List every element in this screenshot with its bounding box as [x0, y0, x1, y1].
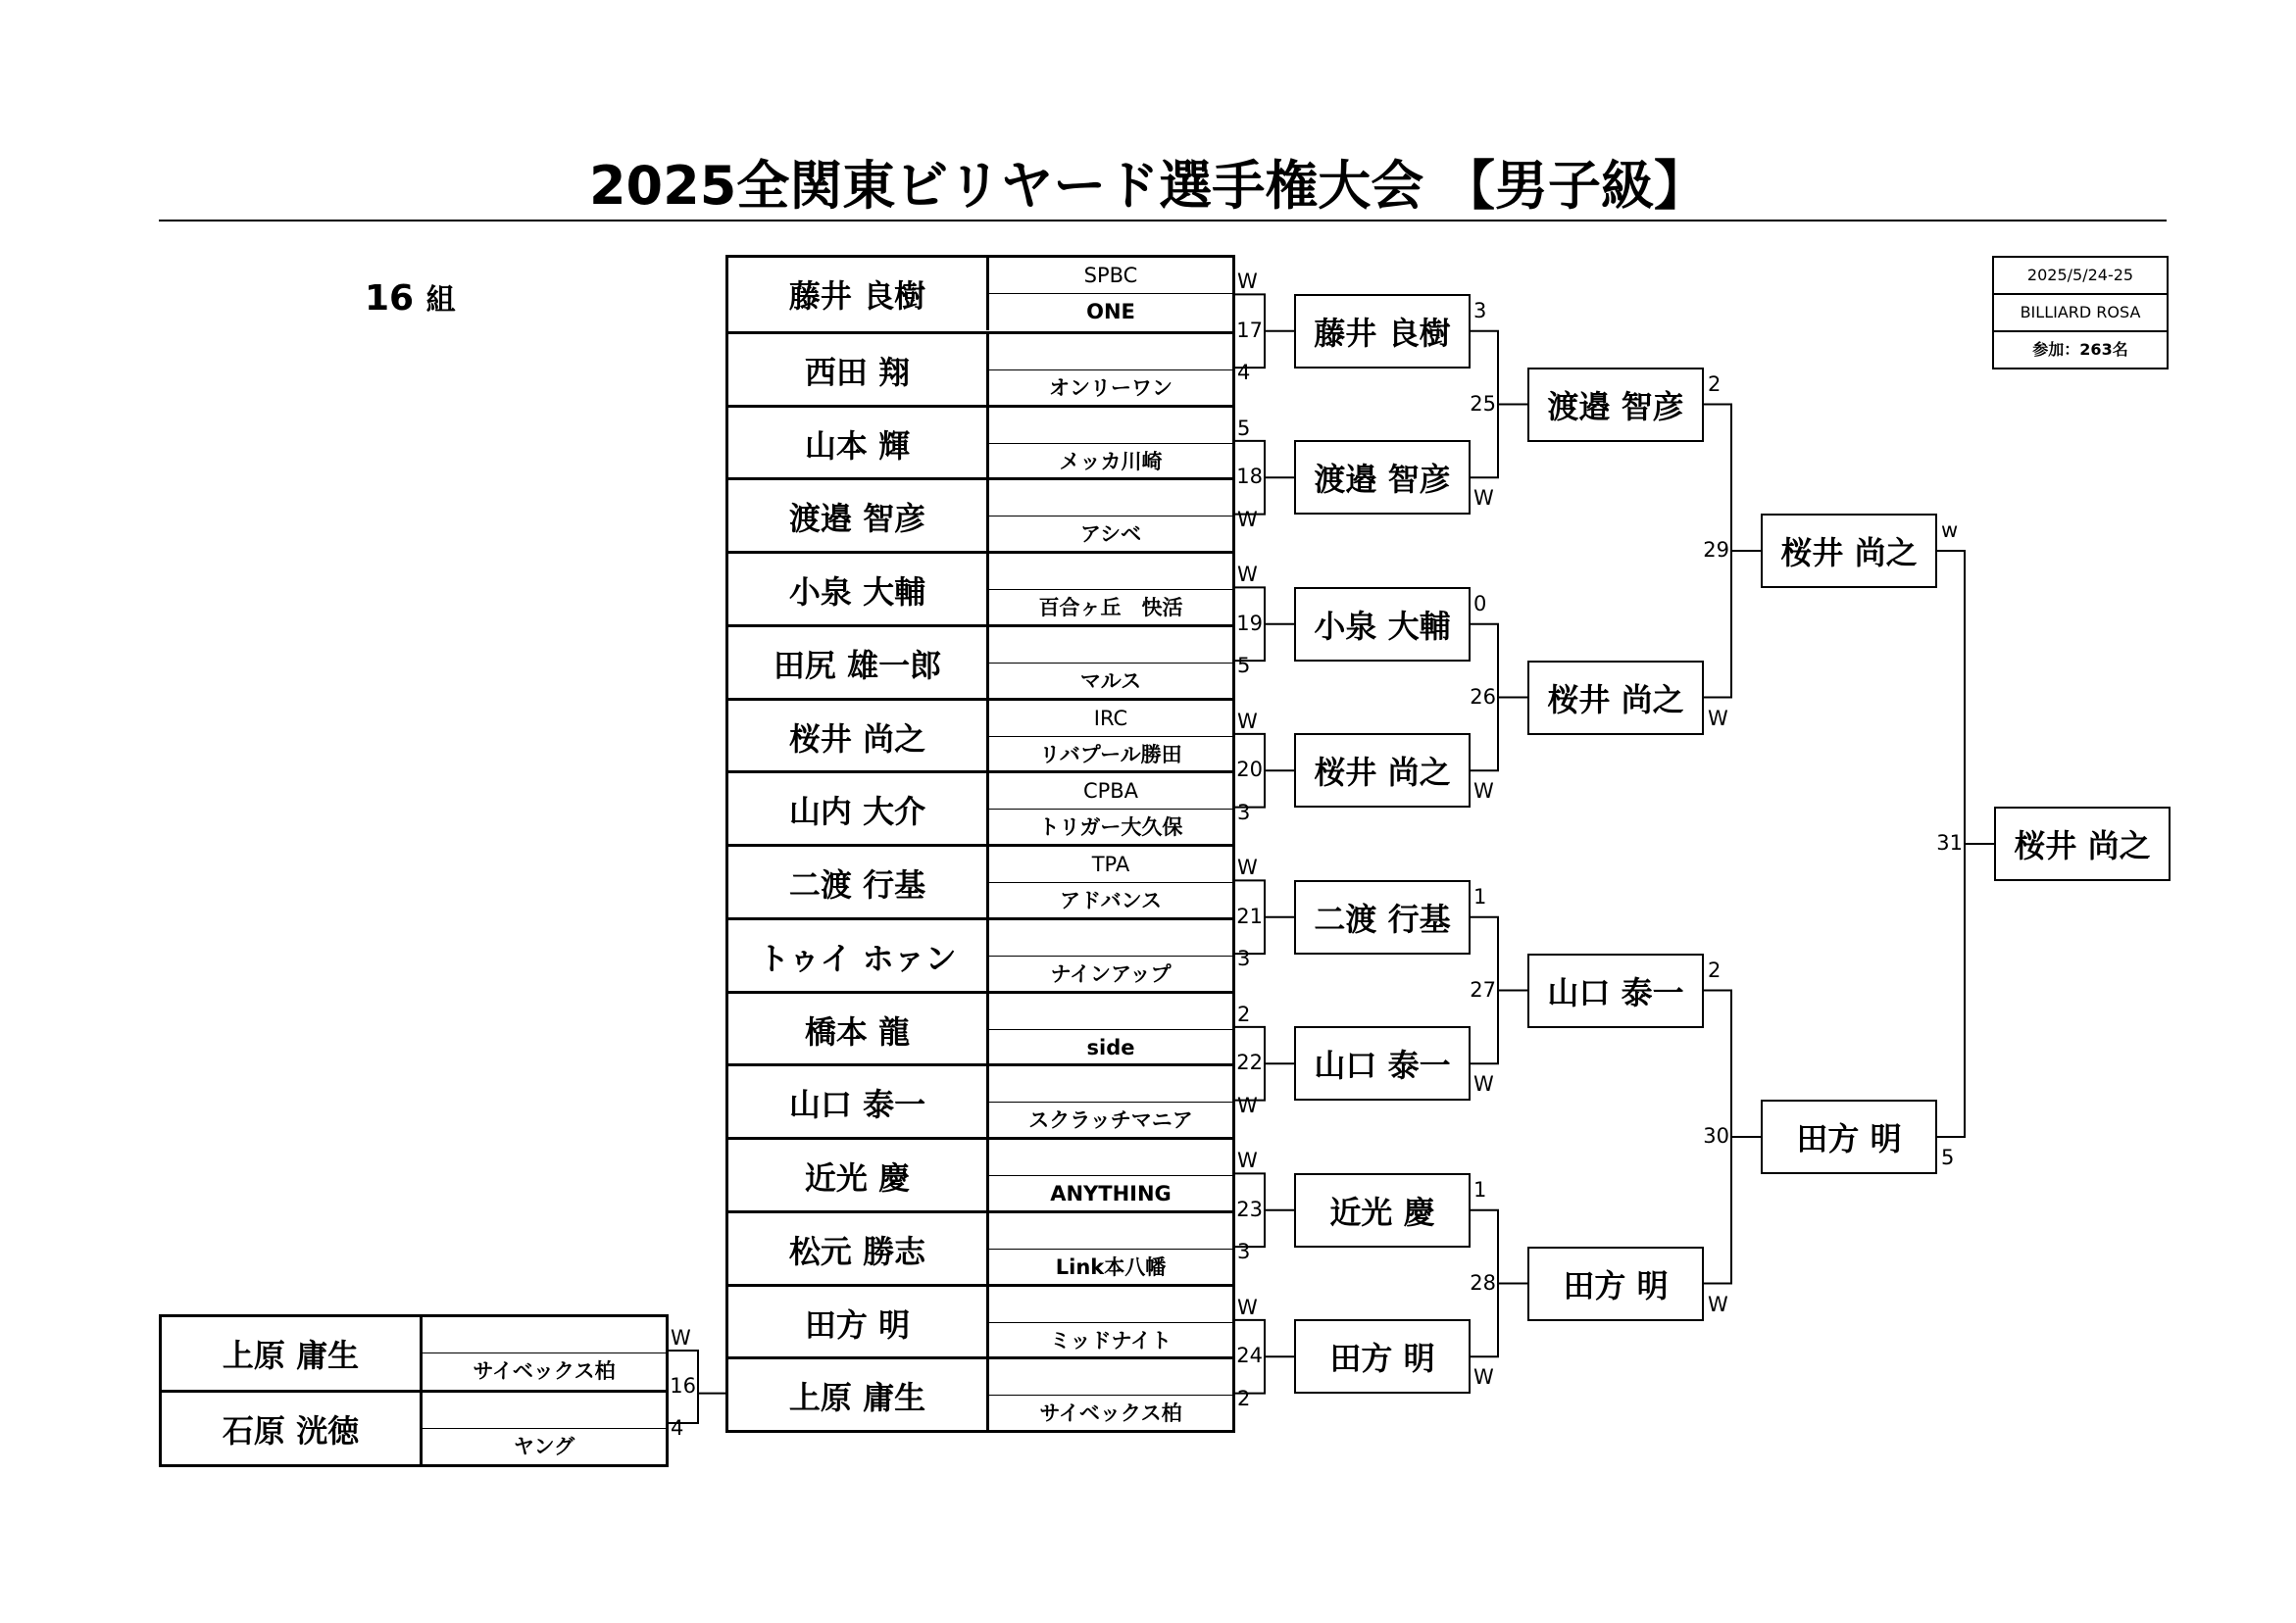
- player-name: 田方 明: [728, 1287, 989, 1359]
- table-row: [728, 331, 1232, 407]
- player-club: リバプール勝田: [1039, 742, 1182, 766]
- player-score: W: [1237, 1093, 1258, 1117]
- player-name: 桜井 尚之: [728, 701, 989, 773]
- match-number: 22: [1236, 1051, 1263, 1075]
- round3-score: 2: [1708, 958, 1722, 982]
- page-title: 2025全関東ビリヤード選手権大会 【男子級】: [588, 155, 1707, 217]
- round2-score: W: [1473, 1072, 1494, 1097]
- player-club: 百合ヶ丘 快活: [1038, 596, 1183, 619]
- player-club-top: SPBC: [1083, 264, 1138, 287]
- player-score: W: [1237, 507, 1258, 531]
- round2-score: W: [1473, 486, 1494, 511]
- player-score: 2: [1237, 1002, 1251, 1026]
- event-date: 2025/5/24-25: [2026, 266, 2134, 284]
- player-club-top: [989, 1140, 1232, 1175]
- table-row: [728, 1063, 1232, 1139]
- table-row: [728, 551, 1232, 626]
- round2-score: W: [1473, 1365, 1494, 1390]
- player-club: ヤング: [513, 1435, 575, 1458]
- player-score: W: [1237, 270, 1258, 294]
- table-row: [728, 844, 1232, 919]
- table-row: [728, 1356, 1232, 1432]
- player-score: 2: [1237, 1386, 1251, 1410]
- round2-score: 1: [1473, 1177, 1487, 1202]
- match-number: 31: [1936, 831, 1963, 855]
- player-score: 5: [1237, 416, 1251, 440]
- match-number: 28: [1470, 1270, 1496, 1295]
- group-suffix: 組: [425, 283, 456, 318]
- table-row: [728, 770, 1232, 846]
- player-club-top: [989, 334, 1232, 369]
- player-score: W: [1237, 563, 1258, 587]
- player-club: ONE: [1086, 300, 1135, 323]
- table-row: [728, 1137, 1232, 1212]
- players-table: [725, 255, 1235, 1433]
- table-row: [728, 991, 1232, 1066]
- player-club: サイベックス柏: [473, 1359, 616, 1383]
- round2-winner: 二渡 行基: [1294, 880, 1471, 955]
- player-club-top: [989, 920, 1232, 956]
- table-row: [728, 1210, 1232, 1286]
- table-row: [162, 1317, 666, 1390]
- player-name: 田尻 雄一郎: [728, 627, 989, 700]
- round2-score: 3: [1473, 298, 1487, 322]
- round2-winner: 田方 明: [1294, 1319, 1471, 1394]
- player-club-top: [989, 1213, 1232, 1249]
- round3-score: W: [1708, 1292, 1728, 1316]
- player-club: ANYTHING: [1050, 1182, 1172, 1205]
- table-row: [162, 1390, 666, 1465]
- player-score: 3: [1237, 1240, 1251, 1264]
- preliminary-table: [159, 1314, 669, 1467]
- player-name: 橋本 龍: [728, 994, 989, 1066]
- player-club-top: IRC: [1093, 706, 1128, 730]
- player-club: アドバンス: [1060, 889, 1162, 912]
- round4-score: 5: [1941, 1146, 1955, 1169]
- player-club: トリガー大久保: [1038, 815, 1183, 840]
- match-number: 29: [1703, 538, 1729, 562]
- match-number: 17: [1236, 318, 1263, 342]
- player-club-top: [989, 627, 1232, 663]
- player-club: サイベックス柏: [1039, 1402, 1182, 1426]
- round2-winner: 桜井 尚之: [1294, 733, 1471, 808]
- player-name: トゥイ ホァン: [728, 920, 989, 993]
- player-name: 二渡 行基: [728, 847, 989, 919]
- round3-score: 2: [1708, 371, 1722, 396]
- player-club-top: [989, 1359, 1232, 1395]
- match-number: 24: [1236, 1344, 1263, 1368]
- round4-score: w: [1941, 518, 1959, 542]
- match-number: 21: [1236, 904, 1263, 928]
- player-club-top: [989, 408, 1232, 443]
- match-number: 25: [1470, 391, 1496, 416]
- prelim-score: W: [671, 1326, 691, 1350]
- match-number: 20: [1236, 758, 1263, 782]
- player-name: 西田 翔: [728, 334, 989, 407]
- match-number: 16: [670, 1374, 696, 1398]
- player-club: Link本八幡: [1055, 1254, 1167, 1279]
- player-club: side: [1086, 1035, 1135, 1059]
- player-club: マルス: [1079, 668, 1142, 693]
- round2-score: 1: [1473, 884, 1487, 909]
- round2-winner: 小泉 大輔: [1294, 587, 1471, 662]
- player-name: 山口 泰一: [728, 1066, 989, 1139]
- player-name: 近光 慶: [728, 1140, 989, 1212]
- table-row: [728, 405, 1232, 480]
- table-row: [728, 258, 1232, 330]
- player-name: 上原 庸生: [728, 1359, 989, 1432]
- round3-winner: 田方 明: [1527, 1247, 1704, 1321]
- player-club-top: [989, 554, 1232, 589]
- round3-winner: 山口 泰一: [1527, 954, 1704, 1028]
- table-row: [728, 624, 1232, 700]
- player-name: 山本 輝: [728, 408, 989, 480]
- table-row: [728, 1284, 1232, 1359]
- round2-winner: 渡邉 智彦: [1294, 440, 1471, 515]
- player-club-top: [989, 480, 1232, 516]
- match-number: 27: [1470, 977, 1496, 1002]
- player-score: W: [1237, 709, 1258, 733]
- prelim-score: 4: [671, 1416, 684, 1440]
- player-club: オンリーワン: [1049, 375, 1173, 400]
- player-score: 5: [1237, 654, 1251, 678]
- player-score: 4: [1237, 361, 1251, 385]
- player-club: メッカ川崎: [1059, 449, 1163, 473]
- player-score: W: [1237, 1295, 1258, 1319]
- match-number: 30: [1703, 1124, 1729, 1148]
- table-row: [728, 917, 1232, 993]
- event-participants: 参加：263名: [1994, 330, 2167, 368]
- player-club: ナインアップ: [1050, 961, 1172, 986]
- player-name: 石原 洸徳: [162, 1393, 423, 1465]
- match-number: 26: [1470, 684, 1496, 709]
- player-score: 3: [1237, 800, 1251, 824]
- round2-score: 0: [1473, 591, 1487, 615]
- player-score: W: [1237, 856, 1258, 880]
- player-name: 上原 庸生: [162, 1317, 423, 1390]
- round3-winner: 桜井 尚之: [1527, 661, 1704, 735]
- player-club: アシベ: [1079, 522, 1142, 547]
- player-club-top: [989, 1066, 1232, 1102]
- table-row: [728, 477, 1232, 553]
- player-name: 小泉 大輔: [728, 554, 989, 626]
- round2-winner: 山口 泰一: [1294, 1026, 1471, 1101]
- round4-winner: 桜井 尚之: [1761, 514, 1937, 588]
- player-score: 3: [1237, 947, 1251, 971]
- player-score: W: [1237, 1149, 1258, 1173]
- player-club-top: [989, 1287, 1232, 1322]
- player-club-top: CPBA: [1082, 779, 1139, 804]
- round2-score: W: [1473, 779, 1494, 804]
- match-number: 19: [1236, 611, 1263, 635]
- player-name: 藤井 良樹: [728, 258, 989, 330]
- round3-winner: 渡邉 智彦: [1527, 368, 1704, 442]
- player-club: ミッドナイト: [1049, 1328, 1173, 1352]
- player-club: スクラッチマニア: [1028, 1108, 1193, 1133]
- player-name: 渡邉 智彦: [728, 480, 989, 553]
- round4-winner: 田方 明: [1761, 1100, 1937, 1174]
- player-name: 山内 大介: [728, 773, 989, 846]
- table-row: [728, 698, 1232, 773]
- player-club-top: TPA: [1091, 853, 1130, 876]
- champion: 桜井 尚之: [1994, 807, 2171, 881]
- group-number: 16: [365, 278, 415, 319]
- event-venue: BILLIARD ROSA: [1994, 293, 2167, 330]
- round2-winner: 藤井 良樹: [1294, 294, 1471, 369]
- player-club-top: [989, 994, 1232, 1029]
- round3-score: W: [1708, 706, 1728, 730]
- match-number: 18: [1236, 465, 1263, 489]
- round2-winner: 近光 慶: [1294, 1173, 1471, 1248]
- match-number: 23: [1236, 1197, 1263, 1221]
- player-name: 松元 勝志: [728, 1213, 989, 1286]
